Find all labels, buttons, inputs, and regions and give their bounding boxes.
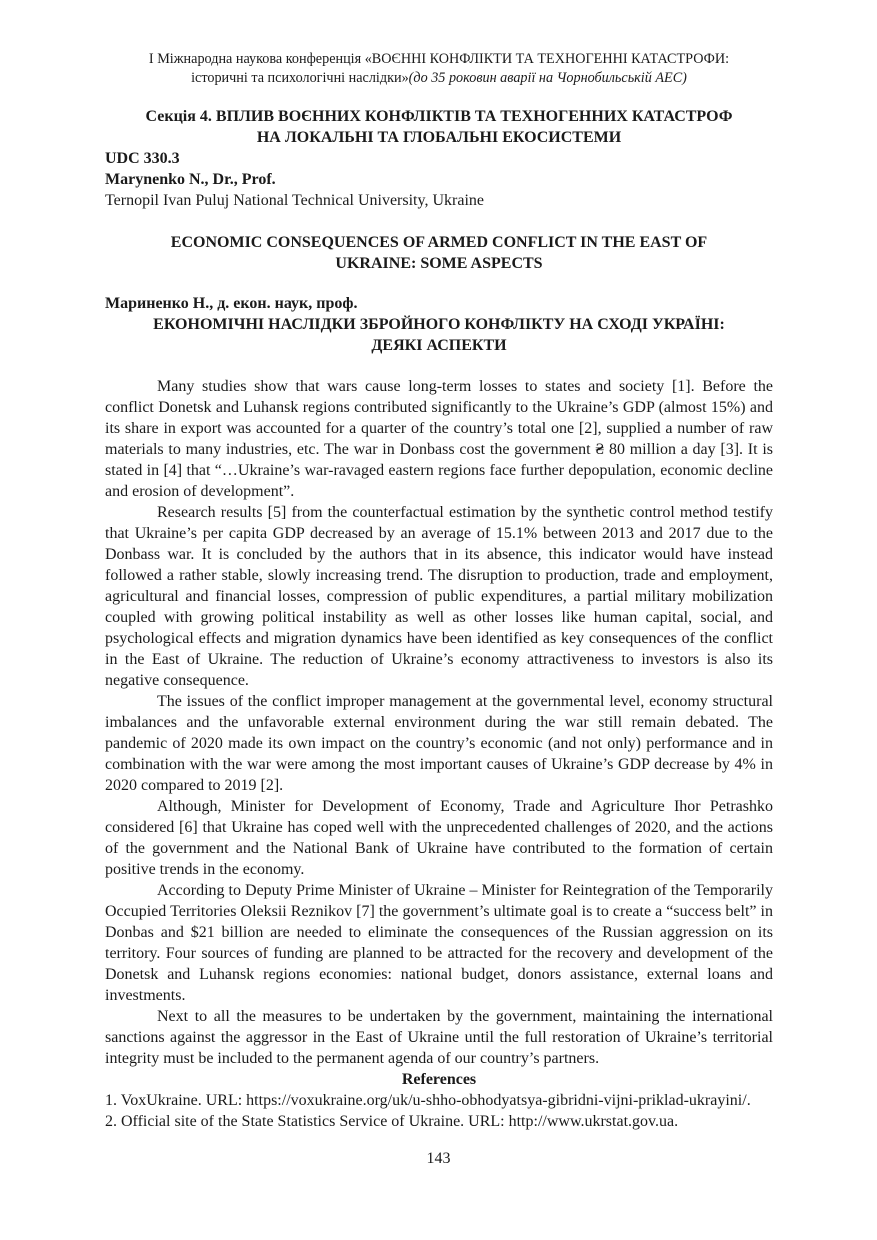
title-ua-line-1: ЕКОНОМІЧНІ НАСЛІДКИ ЗБРОЙНОГО КОНФЛІКТУ НА СХОДІ УКРАЇНІ:: [153, 316, 725, 333]
author-name-ukrainian: Мариненко Н., д. екон. наук, проф.: [105, 295, 358, 312]
reference-item: 2. Official site of the State Statistics Service of Ukraine. URL: http://www.ukrstat.gov.ua.: [105, 1113, 679, 1130]
article-title-ukrainian: [105, 314, 773, 356]
body-paragraph: The issues of the conflict improper management at the governmental level, economy structural imbalances and the unfavorable external environment during the war still remain debated. The pandemic of 2020 made its own impact on the country’s economic (and not only) performance and in combination with the war were among the most important causes of Ukraine’s GDP decrease by 4% in 2020 compared to 2019 [2].: [105, 693, 773, 794]
title-en-line-2: UKRAINE: SOME ASPECTS: [335, 255, 543, 272]
author-affiliation: Ternopil Ivan Puluj National Technical University, Ukraine: [105, 192, 484, 209]
body-paragraph: Many studies show that wars cause long-term losses to states and society [1]. Before the conflict Donetsk and Luhansk regions contributed significantly to the Ukraine’s GDP (almost 15%) and its share in export was accounted for a quarter of the country’s total one [2], supplied a number of raw materials to many industries, etc. The war in Donbass cost the government ₴ 80 million a day [3]. It is stated in [4] that “…Ukraine’s war-ravaged eastern regions face further depopulation, economic decline and erosion of development”.: [105, 378, 773, 500]
section-title: [105, 106, 773, 148]
article-body: [105, 376, 773, 1069]
page-content: [105, 50, 773, 1132]
article-meta: [105, 148, 773, 211]
header-line-1: I Міжнародна наукова конференція «ВОЄННІ КОНФЛІКТИ ТА ТЕХНОГЕННІ КАТАСТРОФИ:: [148, 51, 730, 67]
body-paragraph: Next to all the measures to be undertaken by the government, maintaining the international sanctions against the aggressor in the East of Ukraine until the full restoration of Ukraine’s territorial integrity must be included to the permanent agenda of our country’s partners.: [105, 1008, 773, 1067]
body-paragraph: Although, Minister for Development of Economy, Trade and Agriculture Ihor Petrashko considered [6] that Ukraine has coped well with the unprecedented challenges of 2020, and the actions of the government and the National Bank of Ukraine have contributed to the formation of certain positive trends in the economy.: [105, 798, 773, 878]
header-line-2-italic: (до 35 роковин аварії на Чорнобильській АЕС): [408, 70, 687, 86]
header-line-2: [95, 69, 783, 88]
conference-header: [95, 50, 783, 88]
title-en-line-1: ECONOMIC CONSEQUENCES OF ARMED CONFLICT IN THE EAST OF: [170, 234, 708, 251]
title-ua-line-2: ДЕЯКІ АСПЕКТИ: [371, 337, 507, 354]
section-title-line-2: НА ЛОКАЛЬНІ ТА ГЛОБАЛЬНІ ЕКОСИСТЕМИ: [256, 129, 622, 146]
header-line-2-plain: історичні та психологічні наслідки»: [191, 70, 409, 86]
body-paragraph: Research results [5] from the counterfactual estimation by the synthetic control method testify that Ukraine’s per capita GDP decreased by an average of 15.1% between 2013 and 2017 due to the Donbass war. It is concluded by the authors that in its absence, this indicator would have instead followed a rather stable, slowly increasing trend. The disruption to production, trade and employment, agricultural and financial losses, compression of public expenditures, a partial military mobilization coupled with growing political instability as well as other losses like human capital, social, and psychological effects and migration dynamics have been identified as key consequences of the conflict in the East of Ukraine. The reduction of Ukraine’s economy attractiveness to investors is also its negative consequence.: [105, 504, 773, 689]
udc-code: UDC 330.3: [105, 150, 180, 167]
section-title-line-1: Секція 4. ВПЛИВ ВОЄННИХ КОНФЛІКТІВ ТА ТЕХНОГЕННИХ КАТАСТРОФ: [145, 108, 733, 125]
reference-item: 1. VoxUkraine. URL: https://voxukraine.org/uk/u-shho-obhodyatsya-gibridni-vijni-priklad-ukrayini/.: [105, 1092, 751, 1109]
author-name: Marynenko N., Dr., Prof.: [105, 171, 276, 188]
page-number: 143: [426, 1150, 451, 1167]
references-heading: References: [401, 1071, 477, 1088]
article-title-english: [105, 232, 773, 274]
body-paragraph: According to Deputy Prime Minister of Ukraine – Minister for Reintegration of the Temporarily Occupied Territories Oleksii Reznikov [7] the government’s ultimate goal is to create a “success belt” in Donbas and $21 billion are needed to eliminate the consequences of the Russian aggression on its territory. Four sources of funding are planned to be attracted for the recovery and development of the Donetsk and Luhansk regions economies: national budget, donors assistance, external loans and investments.: [105, 882, 773, 1004]
